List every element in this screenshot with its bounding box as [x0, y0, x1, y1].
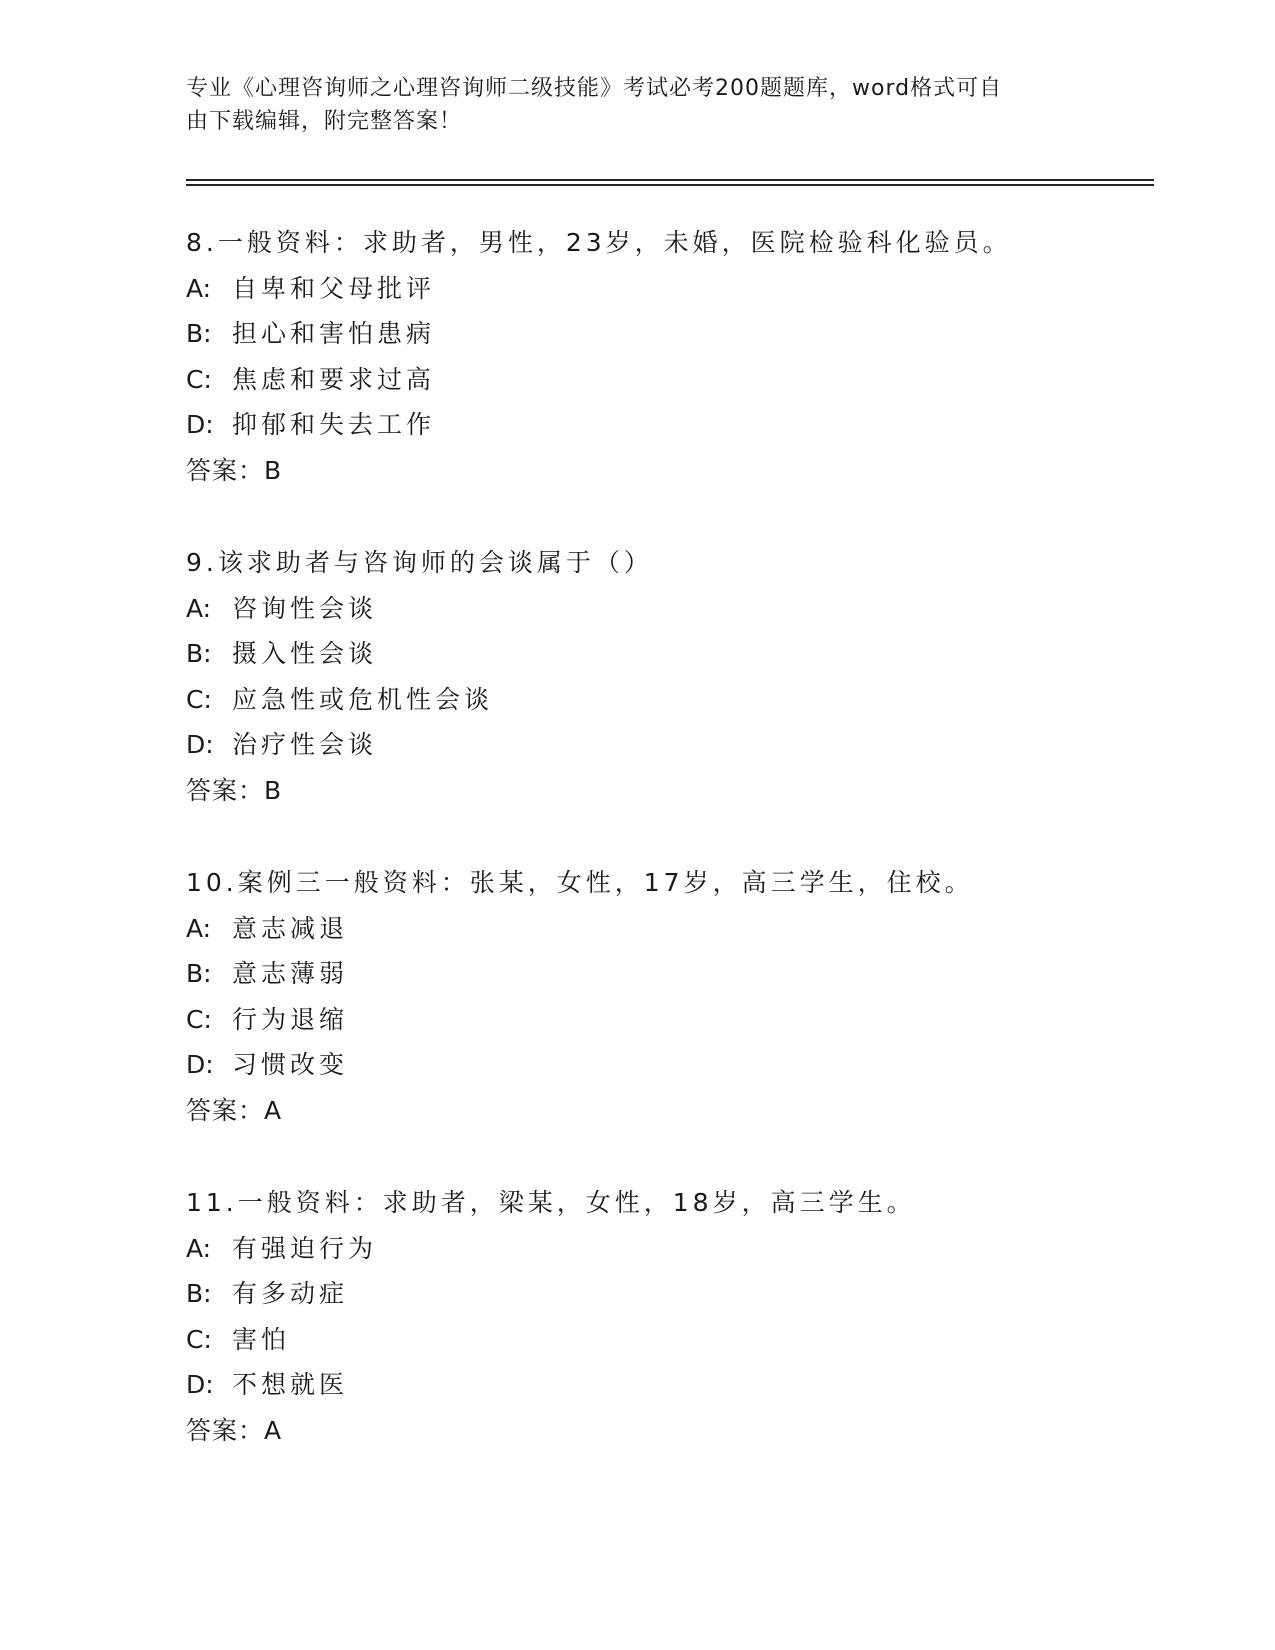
option-b: [186, 1271, 1146, 1317]
option-text: 抑郁和失去工作: [232, 410, 436, 439]
option-key: D:: [186, 1370, 214, 1399]
header-divider-top: [186, 179, 1154, 181]
document-header: [186, 72, 1066, 138]
option-c: [186, 1317, 1146, 1363]
option-key: D:: [186, 1050, 214, 1079]
header-divider-bottom: [186, 184, 1154, 186]
answer-line: 答案：B: [186, 455, 283, 485]
option-c: [186, 997, 1146, 1043]
option-key: C:: [186, 684, 212, 714]
option-a: [186, 586, 1146, 632]
option-c: [186, 357, 1146, 403]
option-key: C:: [186, 364, 212, 394]
answer-line: 答案：A: [186, 1415, 283, 1445]
option-key: C:: [186, 1004, 212, 1034]
question-stem: 10.案例三一般资料：张某，女性，17岁，高三学生，住校。: [186, 868, 974, 897]
option-key: B:: [186, 1279, 212, 1308]
question-block: [186, 1180, 1146, 1453]
option-b: [186, 311, 1146, 357]
question-stem: 9.该求助者与咨询师的会谈属于（）: [186, 548, 653, 577]
option-key: A:: [186, 273, 212, 303]
option-text: 应急性或危机性会谈: [232, 684, 494, 714]
option-key: A:: [186, 913, 212, 943]
question-block: [186, 860, 1146, 1133]
option-key: D:: [186, 410, 214, 439]
question-stem: 11.一般资料：求助者，梁某，女性，18岁，高三学生。: [186, 1188, 916, 1217]
option-key: C:: [186, 1324, 212, 1354]
header-line-2: 由下载编辑，附完整答案！: [186, 109, 463, 134]
option-a: [186, 1226, 1146, 1272]
option-text: 有多动症: [232, 1279, 349, 1308]
question-block: [186, 540, 1146, 813]
option-text: 自卑和父母批评: [232, 273, 436, 303]
option-key: D:: [186, 730, 214, 759]
option-key: B:: [186, 319, 212, 348]
option-text: 焦虑和要求过高: [232, 364, 436, 394]
option-b: [186, 631, 1146, 677]
option-text: 意志减退: [232, 913, 349, 943]
option-key: B:: [186, 639, 212, 668]
option-text: 习惯改变: [232, 1050, 349, 1079]
option-a: [186, 266, 1146, 312]
option-text: 咨询性会谈: [232, 593, 378, 623]
option-key: A:: [186, 1233, 212, 1263]
option-text: 害怕: [232, 1324, 291, 1354]
option-d: [186, 1042, 1146, 1088]
option-text: 摄入性会谈: [232, 639, 378, 668]
option-text: 意志薄弱: [232, 959, 349, 988]
option-d: [186, 1362, 1146, 1408]
option-text: 担心和害怕患病: [232, 319, 436, 348]
option-a: [186, 906, 1146, 952]
option-text: 治疗性会谈: [232, 730, 378, 759]
answer-line: 答案：B: [186, 775, 283, 805]
option-b: [186, 951, 1146, 997]
header-line-1: 专业《心理咨询师之心理咨询师二级技能》考试必考200题题库，word格式可自: [186, 76, 1003, 101]
option-text: 有强迫行为: [232, 1233, 378, 1263]
question-stem: 8.一般资料：求助者，男性，23岁，未婚，医院检验科化验员。: [186, 228, 1012, 257]
option-text: 行为退缩: [232, 1004, 349, 1034]
option-d: [186, 722, 1146, 768]
option-c: [186, 677, 1146, 723]
question-block: [186, 220, 1146, 493]
option-text: 不想就医: [232, 1370, 349, 1399]
option-key: A:: [186, 593, 212, 623]
option-key: B:: [186, 959, 212, 988]
answer-line: 答案：A: [186, 1095, 283, 1125]
option-d: [186, 402, 1146, 448]
